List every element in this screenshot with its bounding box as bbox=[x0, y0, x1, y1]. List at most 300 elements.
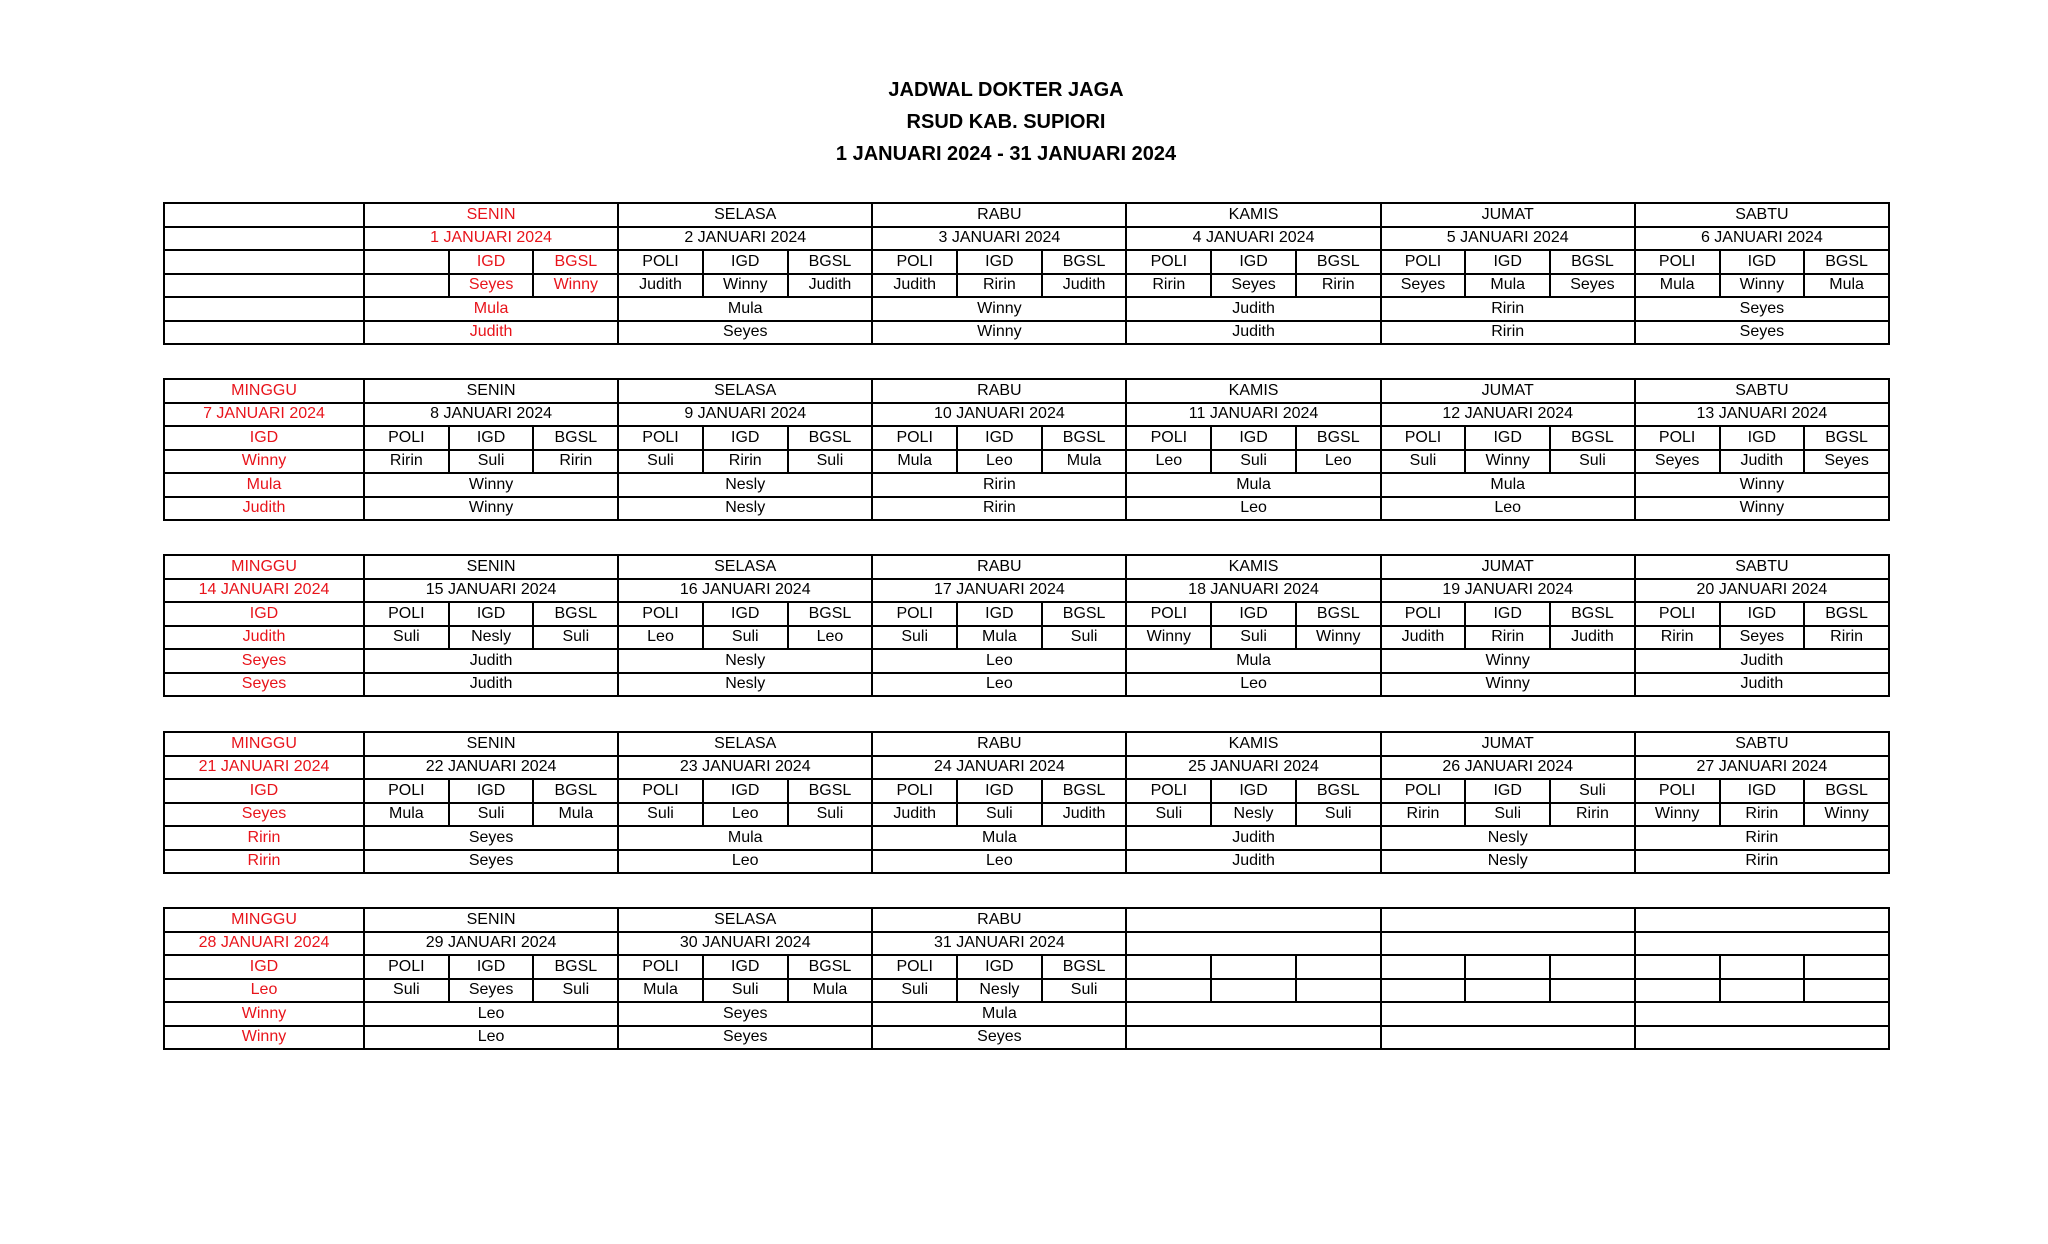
shift-type-cell: POLI bbox=[618, 426, 703, 450]
sunday-cell: Seyes bbox=[164, 649, 364, 673]
shift-type-cell: BGSL bbox=[1550, 602, 1635, 626]
doctor-name-cell: Judith bbox=[872, 803, 957, 827]
shift-type-cell: BGSL bbox=[1042, 779, 1127, 803]
date-cell: 23 JANUARI 2024 bbox=[618, 756, 872, 780]
sunday-cell: Ririn bbox=[164, 850, 364, 874]
shift-type-cell bbox=[1126, 955, 1211, 979]
oncall-doctor-cell: Winny bbox=[872, 297, 1126, 321]
shift-type-cell: POLI bbox=[1126, 602, 1211, 626]
doctor-name-cell: Leo bbox=[788, 626, 873, 650]
sunday-cell: IGD bbox=[164, 426, 364, 450]
day-name-cell bbox=[1381, 908, 1635, 932]
day-header-row bbox=[164, 203, 1889, 227]
shift-type-cell: BGSL bbox=[1804, 250, 1889, 274]
doctor-name-cell: Suli bbox=[788, 803, 873, 827]
shift-type-cell: IGD bbox=[957, 250, 1042, 274]
date-cell: 3 JANUARI 2024 bbox=[872, 227, 1126, 251]
shift-type-cell: POLI bbox=[364, 602, 449, 626]
oncall-doctor-cell: Nesly bbox=[618, 473, 872, 497]
shift-type-cell: IGD bbox=[1720, 602, 1805, 626]
doctor-name-cell: Winny bbox=[1296, 626, 1381, 650]
shift-type-cell: POLI bbox=[872, 779, 957, 803]
date-cell: 29 JANUARI 2024 bbox=[364, 932, 618, 956]
oncall-doctor-cell bbox=[1635, 1002, 1889, 1026]
shift-type-cell: POLI bbox=[1126, 426, 1211, 450]
oncall-doctor-cell: Judith bbox=[1126, 826, 1380, 850]
shift-type-row bbox=[164, 426, 1889, 450]
oncall-doctor-cell: Seyes bbox=[1635, 321, 1889, 345]
shift-doctor-row bbox=[164, 626, 1889, 650]
shift-type-row bbox=[164, 955, 1889, 979]
shift-type-cell bbox=[1296, 955, 1381, 979]
day-name-cell: SABTU bbox=[1635, 732, 1889, 756]
date-row bbox=[164, 227, 1889, 251]
date-cell: 18 JANUARI 2024 bbox=[1126, 579, 1380, 603]
doctor-name-cell: Suli bbox=[449, 450, 534, 474]
day-header-row bbox=[164, 555, 1889, 579]
day-name-cell: SABTU bbox=[1635, 379, 1889, 403]
date-row bbox=[164, 756, 1889, 780]
shift-type-cell: POLI bbox=[618, 955, 703, 979]
oncall-row bbox=[164, 826, 1889, 850]
oncall-doctor-cell: Nesly bbox=[618, 673, 872, 697]
shift-type-cell: POLI bbox=[618, 250, 703, 274]
shift-type-cell: BGSL bbox=[533, 250, 618, 274]
shift-type-cell: BGSL bbox=[1296, 250, 1381, 274]
doctor-name-cell: Suli bbox=[1042, 626, 1127, 650]
date-cell: 1 JANUARI 2024 bbox=[364, 227, 618, 251]
doctor-name-cell: Ririn bbox=[703, 450, 788, 474]
oncall-row bbox=[164, 297, 1889, 321]
doctor-name-cell bbox=[1296, 979, 1381, 1003]
oncall-doctor-cell: Mula bbox=[1126, 473, 1380, 497]
doctor-name-cell bbox=[1126, 979, 1211, 1003]
shift-type-cell: IGD bbox=[1211, 602, 1296, 626]
shift-type-cell: POLI bbox=[872, 426, 957, 450]
doctor-name-cell: Suli bbox=[1126, 803, 1211, 827]
day-name-cell: SENIN bbox=[364, 379, 618, 403]
day-name-cell: RABU bbox=[872, 379, 1126, 403]
day-name-cell: SENIN bbox=[364, 908, 618, 932]
shift-type-cell: IGD bbox=[449, 955, 534, 979]
shift-type-cell: BGSL bbox=[1804, 602, 1889, 626]
day-name-cell: SABTU bbox=[1635, 555, 1889, 579]
sunday-cell: 14 JANUARI 2024 bbox=[164, 579, 364, 603]
shift-type-cell: IGD bbox=[1720, 426, 1805, 450]
sunday-cell bbox=[164, 250, 364, 274]
sunday-cell bbox=[164, 203, 364, 227]
doctor-name-cell: Seyes bbox=[1550, 274, 1635, 298]
day-name-cell: SELASA bbox=[618, 732, 872, 756]
sunday-cell: Winny bbox=[164, 1002, 364, 1026]
shift-type-cell: POLI bbox=[1635, 426, 1720, 450]
oncall-row bbox=[164, 497, 1889, 521]
date-cell: 19 JANUARI 2024 bbox=[1381, 579, 1635, 603]
oncall-doctor-cell: Leo bbox=[364, 1026, 618, 1050]
doctor-name-cell bbox=[1381, 979, 1466, 1003]
oncall-doctor-cell: Judith bbox=[1635, 673, 1889, 697]
oncall-doctor-cell: Seyes bbox=[618, 1002, 872, 1026]
doctor-name-cell: Seyes bbox=[1804, 450, 1889, 474]
shift-type-row bbox=[164, 779, 1889, 803]
doctor-name-cell: Seyes bbox=[1635, 450, 1720, 474]
doctor-name-cell: Nesly bbox=[1211, 803, 1296, 827]
shift-doctor-row bbox=[164, 274, 1889, 298]
doctor-name-cell: Suli bbox=[1465, 803, 1550, 827]
oncall-doctor-cell: Mula bbox=[618, 826, 872, 850]
shift-type-cell: POLI bbox=[1635, 602, 1720, 626]
date-row bbox=[164, 403, 1889, 427]
date-cell: 20 JANUARI 2024 bbox=[1635, 579, 1889, 603]
shift-type-cell: POLI bbox=[1635, 779, 1720, 803]
oncall-doctor-cell: Seyes bbox=[618, 321, 872, 345]
date-cell: 24 JANUARI 2024 bbox=[872, 756, 1126, 780]
date-cell: 22 JANUARI 2024 bbox=[364, 756, 618, 780]
shift-type-cell: POLI bbox=[872, 602, 957, 626]
day-name-cell bbox=[1635, 908, 1889, 932]
doctor-name-cell: Ririn bbox=[1126, 274, 1211, 298]
sunday-cell: MINGGU bbox=[164, 379, 364, 403]
doctor-name-cell: Winny bbox=[533, 274, 618, 298]
shift-type-cell: BGSL bbox=[1550, 250, 1635, 274]
day-name-cell bbox=[1126, 908, 1380, 932]
doctor-name-cell bbox=[364, 274, 449, 298]
shift-type-cell: IGD bbox=[1211, 779, 1296, 803]
date-cell: 17 JANUARI 2024 bbox=[872, 579, 1126, 603]
shift-type-cell: IGD bbox=[703, 955, 788, 979]
oncall-doctor-cell: Leo bbox=[1126, 497, 1380, 521]
shift-type-cell: BGSL bbox=[533, 779, 618, 803]
day-name-cell: RABU bbox=[872, 555, 1126, 579]
doctor-name-cell: Suli bbox=[1042, 979, 1127, 1003]
doctor-name-cell: Suli bbox=[364, 626, 449, 650]
doctor-name-cell: Suli bbox=[703, 626, 788, 650]
shift-type-cell bbox=[1804, 955, 1889, 979]
date-cell: 11 JANUARI 2024 bbox=[1126, 403, 1380, 427]
shift-type-cell: IGD bbox=[1211, 250, 1296, 274]
oncall-row bbox=[164, 1002, 1889, 1026]
date-cell: 12 JANUARI 2024 bbox=[1381, 403, 1635, 427]
doctor-name-cell: Mula bbox=[872, 450, 957, 474]
oncall-doctor-cell: Judith bbox=[1635, 649, 1889, 673]
date-cell: 26 JANUARI 2024 bbox=[1381, 756, 1635, 780]
sunday-cell: Winny bbox=[164, 450, 364, 474]
doctor-name-cell: Seyes bbox=[1211, 274, 1296, 298]
title-line: RSUD KAB. SUPIORI bbox=[906, 111, 1106, 133]
doctor-name-cell: Ririn bbox=[957, 274, 1042, 298]
oncall-doctor-cell: Seyes bbox=[364, 826, 618, 850]
day-name-cell: SENIN bbox=[364, 732, 618, 756]
date-cell: 25 JANUARI 2024 bbox=[1126, 756, 1380, 780]
document-title bbox=[0, 74, 2012, 170]
doctor-name-cell: Leo bbox=[1296, 450, 1381, 474]
shift-type-cell bbox=[1635, 955, 1720, 979]
sunday-cell: IGD bbox=[164, 955, 364, 979]
doctor-name-cell: Suli bbox=[957, 803, 1042, 827]
doctor-name-cell: Seyes bbox=[1720, 626, 1805, 650]
doctor-name-cell: Mula bbox=[364, 803, 449, 827]
oncall-doctor-cell: Winny bbox=[1381, 673, 1635, 697]
oncall-doctor-cell: Judith bbox=[364, 673, 618, 697]
day-name-cell: JUMAT bbox=[1381, 555, 1635, 579]
oncall-doctor-cell: Ririn bbox=[872, 497, 1126, 521]
shift-type-cell bbox=[1465, 955, 1550, 979]
doctor-name-cell: Suli bbox=[788, 450, 873, 474]
date-row bbox=[164, 932, 1889, 956]
doctor-name-cell: Judith bbox=[1550, 626, 1635, 650]
doctor-name-cell: Judith bbox=[618, 274, 703, 298]
oncall-doctor-cell: Leo bbox=[872, 850, 1126, 874]
doctor-name-cell: Suli bbox=[618, 450, 703, 474]
shift-type-cell bbox=[1550, 955, 1635, 979]
oncall-doctor-cell: Mula bbox=[1381, 473, 1635, 497]
oncall-doctor-cell: Judith bbox=[1126, 321, 1380, 345]
doctor-name-cell: Nesly bbox=[957, 979, 1042, 1003]
date-cell: 2 JANUARI 2024 bbox=[618, 227, 872, 251]
shift-doctor-row bbox=[164, 979, 1889, 1003]
oncall-doctor-cell: Judith bbox=[1126, 850, 1380, 874]
doctor-name-cell: Leo bbox=[703, 803, 788, 827]
day-name-cell: RABU bbox=[872, 732, 1126, 756]
oncall-row bbox=[164, 473, 1889, 497]
oncall-doctor-cell: Leo bbox=[618, 850, 872, 874]
doctor-name-cell: Mula bbox=[618, 979, 703, 1003]
title-line: 1 JANUARI 2024 - 31 JANUARI 2024 bbox=[835, 143, 1177, 165]
oncall-row bbox=[164, 649, 1889, 673]
doctor-name-cell: Suli bbox=[449, 803, 534, 827]
shift-type-cell: POLI bbox=[872, 955, 957, 979]
oncall-doctor-cell: Mula bbox=[1126, 649, 1380, 673]
doctor-name-cell: Seyes bbox=[449, 979, 534, 1003]
oncall-doctor-cell: Mula bbox=[872, 1002, 1126, 1026]
sunday-cell: MINGGU bbox=[164, 555, 364, 579]
shift-type-cell: IGD bbox=[1211, 426, 1296, 450]
shift-type-cell: Suli bbox=[1550, 779, 1635, 803]
doctor-name-cell: Mula bbox=[957, 626, 1042, 650]
oncall-doctor-cell: Ririn bbox=[1635, 850, 1889, 874]
date-cell bbox=[1126, 932, 1380, 956]
doctor-name-cell: Winny bbox=[1635, 803, 1720, 827]
oncall-doctor-cell: Judith bbox=[364, 321, 618, 345]
oncall-doctor-cell bbox=[1381, 1026, 1635, 1050]
oncall-doctor-cell: Nesly bbox=[1381, 850, 1635, 874]
doctor-name-cell: Judith bbox=[788, 274, 873, 298]
doctor-name-cell: Winny bbox=[703, 274, 788, 298]
day-header-row bbox=[164, 908, 1889, 932]
shift-type-cell: BGSL bbox=[1804, 779, 1889, 803]
doctor-name-cell: Mula bbox=[1635, 274, 1720, 298]
date-cell bbox=[1635, 932, 1889, 956]
oncall-doctor-cell: Winny bbox=[1635, 473, 1889, 497]
shift-type-cell: POLI bbox=[872, 250, 957, 274]
oncall-doctor-cell: Leo bbox=[872, 673, 1126, 697]
oncall-row bbox=[164, 1026, 1889, 1050]
shift-type-cell: BGSL bbox=[788, 426, 873, 450]
day-name-cell: SELASA bbox=[618, 908, 872, 932]
sunday-cell: Winny bbox=[164, 1026, 364, 1050]
week-table bbox=[163, 907, 1890, 1050]
doctor-name-cell: Mula bbox=[788, 979, 873, 1003]
doctor-name-cell: Judith bbox=[872, 274, 957, 298]
doctor-name-cell bbox=[1211, 979, 1296, 1003]
day-header-row bbox=[164, 732, 1889, 756]
day-name-cell: SELASA bbox=[618, 555, 872, 579]
oncall-doctor-cell: Leo bbox=[364, 1002, 618, 1026]
shift-type-cell: POLI bbox=[364, 955, 449, 979]
sunday-cell: Judith bbox=[164, 497, 364, 521]
shift-type-cell: IGD bbox=[1465, 426, 1550, 450]
doctor-name-cell: Judith bbox=[1042, 274, 1127, 298]
shift-type-cell: IGD bbox=[449, 602, 534, 626]
shift-type-cell: BGSL bbox=[1804, 426, 1889, 450]
doctor-name-cell: Judith bbox=[1381, 626, 1466, 650]
doctor-name-cell: Suli bbox=[872, 626, 957, 650]
doctor-name-cell: Ririn bbox=[364, 450, 449, 474]
doctor-name-cell: Winny bbox=[1126, 626, 1211, 650]
shift-type-cell: BGSL bbox=[533, 602, 618, 626]
shift-type-cell: IGD bbox=[703, 250, 788, 274]
shift-type-cell: POLI bbox=[1381, 426, 1466, 450]
oncall-doctor-cell: Seyes bbox=[872, 1026, 1126, 1050]
doctor-name-cell bbox=[1720, 979, 1805, 1003]
doctor-name-cell: Suli bbox=[703, 979, 788, 1003]
sunday-cell: Judith bbox=[164, 626, 364, 650]
shift-type-cell: POLI bbox=[618, 779, 703, 803]
doctor-name-cell: Suli bbox=[364, 979, 449, 1003]
sunday-cell bbox=[164, 274, 364, 298]
doctor-name-cell: Suli bbox=[533, 979, 618, 1003]
shift-type-cell: IGD bbox=[703, 779, 788, 803]
shift-type-cell: BGSL bbox=[1042, 955, 1127, 979]
day-name-cell: SELASA bbox=[618, 203, 872, 227]
day-header-row bbox=[164, 379, 1889, 403]
oncall-doctor-cell: Ririn bbox=[1635, 826, 1889, 850]
oncall-doctor-cell: Winny bbox=[1381, 649, 1635, 673]
date-cell: 4 JANUARI 2024 bbox=[1126, 227, 1380, 251]
day-name-cell: SENIN bbox=[364, 203, 618, 227]
sunday-cell: IGD bbox=[164, 602, 364, 626]
shift-type-cell: IGD bbox=[957, 426, 1042, 450]
oncall-doctor-cell: Winny bbox=[872, 321, 1126, 345]
doctor-name-cell: Ririn bbox=[1296, 274, 1381, 298]
date-cell: 6 JANUARI 2024 bbox=[1635, 227, 1889, 251]
oncall-doctor-cell: Mula bbox=[364, 297, 618, 321]
oncall-doctor-cell: Mula bbox=[618, 297, 872, 321]
week-table bbox=[163, 731, 1890, 874]
oncall-doctor-cell bbox=[1126, 1002, 1380, 1026]
oncall-row bbox=[164, 850, 1889, 874]
date-cell: 16 JANUARI 2024 bbox=[618, 579, 872, 603]
doctor-name-cell: Ririn bbox=[1550, 803, 1635, 827]
shift-type-row bbox=[164, 250, 1889, 274]
doctor-name-cell: Mula bbox=[1804, 274, 1889, 298]
doctor-name-cell: Mula bbox=[533, 803, 618, 827]
shift-type-cell bbox=[1211, 955, 1296, 979]
doctor-name-cell: Ririn bbox=[1720, 803, 1805, 827]
shift-type-cell: IGD bbox=[957, 779, 1042, 803]
sunday-cell: Leo bbox=[164, 979, 364, 1003]
oncall-doctor-cell: Leo bbox=[1126, 673, 1380, 697]
shift-type-cell: POLI bbox=[1126, 250, 1211, 274]
shift-type-cell: IGD bbox=[1720, 779, 1805, 803]
shift-type-cell: BGSL bbox=[1296, 602, 1381, 626]
oncall-doctor-cell: Judith bbox=[364, 649, 618, 673]
doctor-name-cell: Suli bbox=[1211, 450, 1296, 474]
shift-type-cell: BGSL bbox=[788, 779, 873, 803]
day-name-cell: KAMIS bbox=[1126, 379, 1380, 403]
day-name-cell: KAMIS bbox=[1126, 555, 1380, 579]
doctor-name-cell bbox=[1635, 979, 1720, 1003]
shift-type-row bbox=[164, 602, 1889, 626]
doctor-name-cell: Judith bbox=[1720, 450, 1805, 474]
title-line: JADWAL DOKTER JAGA bbox=[888, 79, 1124, 101]
shift-type-cell: IGD bbox=[957, 602, 1042, 626]
shift-type-cell: IGD bbox=[449, 250, 534, 274]
shift-type-cell: IGD bbox=[703, 426, 788, 450]
shift-type-cell: BGSL bbox=[1296, 779, 1381, 803]
doctor-name-cell: Judith bbox=[1042, 803, 1127, 827]
oncall-doctor-cell: Nesly bbox=[618, 649, 872, 673]
doctor-name-cell: Winny bbox=[1804, 803, 1889, 827]
doctor-name-cell: Ririn bbox=[1381, 803, 1466, 827]
shift-type-cell: IGD bbox=[1465, 250, 1550, 274]
doctor-name-cell: Suli bbox=[872, 979, 957, 1003]
doctor-name-cell: Suli bbox=[1211, 626, 1296, 650]
date-cell: 10 JANUARI 2024 bbox=[872, 403, 1126, 427]
oncall-doctor-cell: Seyes bbox=[618, 1026, 872, 1050]
doctor-name-cell: Winny bbox=[1465, 450, 1550, 474]
shift-type-cell: POLI bbox=[618, 602, 703, 626]
shift-type-cell: POLI bbox=[364, 426, 449, 450]
sunday-cell bbox=[164, 297, 364, 321]
date-cell bbox=[1381, 932, 1635, 956]
doctor-name-cell: Winny bbox=[1720, 274, 1805, 298]
shift-type-cell bbox=[364, 250, 449, 274]
doctor-name-cell: Mula bbox=[1042, 450, 1127, 474]
doctor-name-cell: Ririn bbox=[533, 450, 618, 474]
doctor-name-cell: Ririn bbox=[1635, 626, 1720, 650]
day-name-cell: JUMAT bbox=[1381, 379, 1635, 403]
sunday-cell: MINGGU bbox=[164, 908, 364, 932]
shift-type-cell: IGD bbox=[957, 955, 1042, 979]
oncall-doctor-cell: Seyes bbox=[364, 850, 618, 874]
oncall-doctor-cell bbox=[1126, 1026, 1380, 1050]
oncall-doctor-cell: Seyes bbox=[1635, 297, 1889, 321]
doctor-name-cell: Leo bbox=[618, 626, 703, 650]
shift-type-cell: BGSL bbox=[788, 955, 873, 979]
shift-type-cell: IGD bbox=[1720, 250, 1805, 274]
oncall-row bbox=[164, 321, 1889, 345]
date-cell: 15 JANUARI 2024 bbox=[364, 579, 618, 603]
doctor-name-cell: Leo bbox=[957, 450, 1042, 474]
doctor-name-cell: Suli bbox=[533, 626, 618, 650]
sunday-cell: 7 JANUARI 2024 bbox=[164, 403, 364, 427]
oncall-row bbox=[164, 673, 1889, 697]
day-name-cell: RABU bbox=[872, 908, 1126, 932]
shift-type-cell bbox=[1381, 955, 1466, 979]
date-cell: 5 JANUARI 2024 bbox=[1381, 227, 1635, 251]
shift-type-cell: BGSL bbox=[1296, 426, 1381, 450]
day-name-cell: KAMIS bbox=[1126, 203, 1380, 227]
sunday-cell: Seyes bbox=[164, 673, 364, 697]
shift-type-cell: POLI bbox=[1381, 602, 1466, 626]
shift-type-cell: IGD bbox=[449, 779, 534, 803]
sunday-cell: 28 JANUARI 2024 bbox=[164, 932, 364, 956]
day-name-cell: KAMIS bbox=[1126, 732, 1380, 756]
shift-type-cell: BGSL bbox=[533, 426, 618, 450]
doctor-name-cell: Leo bbox=[1126, 450, 1211, 474]
doctor-name-cell: Suli bbox=[1381, 450, 1466, 474]
